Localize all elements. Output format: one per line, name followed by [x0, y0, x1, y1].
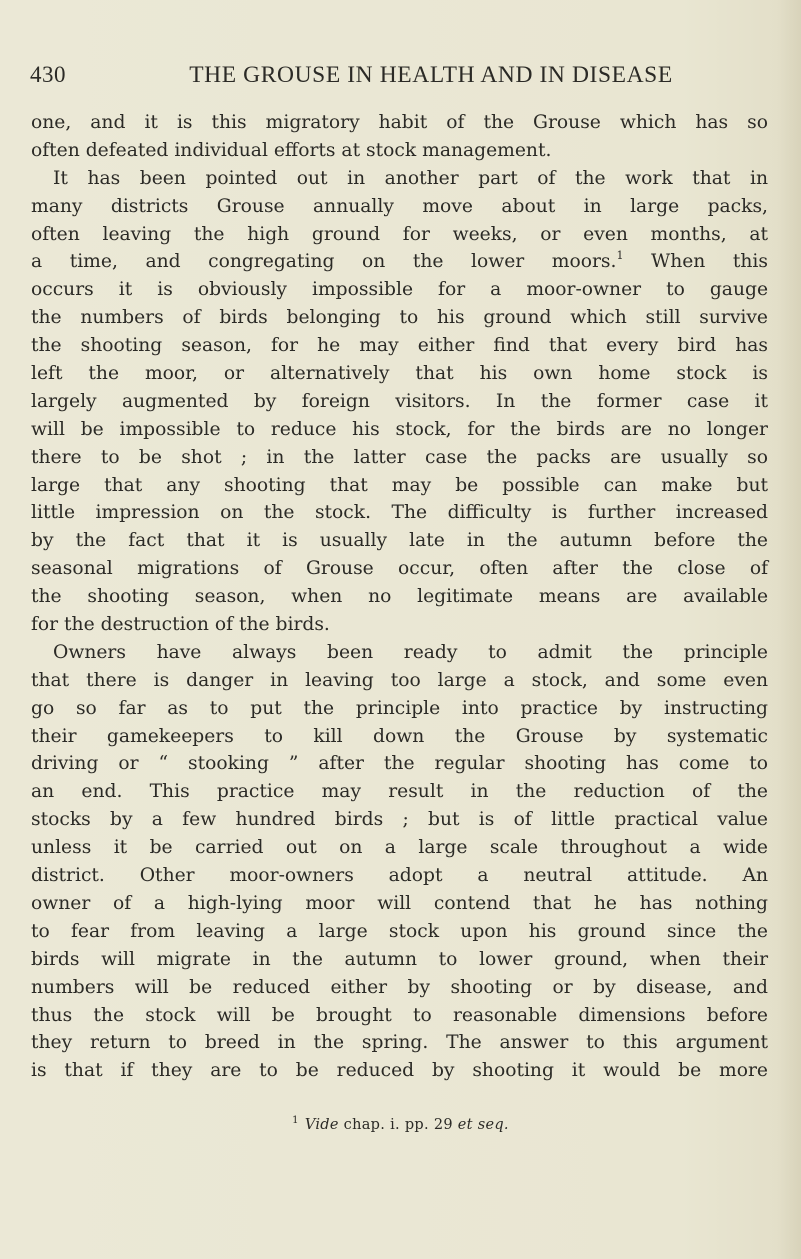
text-line: that there is danger in leaving too large a stock, and some even [31, 669, 768, 691]
text-line: thus the stock will be brought to reasonable dimensions before [31, 1004, 768, 1026]
text-line: district. Other moor-owners adopt a neutral attitude. An [31, 865, 768, 887]
text-line: one, and it is this migratory habit of the Grouse which has so [31, 112, 768, 133]
text-line: the numbers of birds belonging to his ground which still survive [31, 307, 768, 329]
text-line: Owners have always been ready to admit the principle [53, 641, 768, 663]
text-line: an end. This practice may result in the reduction of the [31, 781, 768, 803]
footnote-ref[interactable]: 1 [616, 249, 624, 263]
text-line: unless it be carried out on a large scale throughout a wide [31, 837, 768, 859]
text-line: many districts Grouse annually move about in large packs, [31, 195, 768, 217]
text-line: stocks by a few hundred birds ; but is of little practical value [31, 809, 768, 831]
text-line: large that any shooting that may be possible can make but [31, 474, 768, 496]
text-line: seasonal migrations of Grouse occur, often after the close of [31, 558, 768, 580]
text-line-with-footnote-ref [31, 248, 768, 276]
text-line: they return to breed in the spring. The answer to this argument [31, 1032, 768, 1054]
text-line: go so far as to put the principle into practice by instructing [31, 697, 768, 719]
text-line: often defeated individual efforts at stock management. [31, 139, 552, 161]
footnote-text: chap. i. pp. 29 [338, 1117, 458, 1133]
footnote-mark: 1 [292, 1115, 299, 1126]
text-line: will be impossible to reduce his stock, for the birds are no longer [31, 418, 768, 440]
text-line: It has been pointed out in another part of the work that in [53, 167, 768, 189]
text-line: for the destruction of the birds. [31, 614, 330, 636]
text-line: driving or “ stooking ” after the regular shooting has come to [31, 753, 768, 775]
text-line: occurs it is obviously impossible for a moor-owner to gauge [31, 279, 768, 301]
text-line: by the fact that it is usually late in the autumn before the [31, 530, 768, 552]
text-line: birds will migrate in the autumn to lower ground, when their [31, 948, 768, 970]
body-text [31, 109, 768, 1085]
text-line: the shooting season, when no legitimate means are available [31, 586, 768, 608]
text-line: little impression on the stock. The difficulty is further increased [31, 502, 768, 524]
text-line: often leaving the high ground for weeks, or even months, at [31, 223, 768, 245]
text-line: their gamekeepers to kill down the Grouse by systematic [31, 725, 768, 747]
text-line: left the moor, or alternatively that his own home stock is [31, 363, 768, 385]
footnote-et-seq: et seq. [457, 1117, 509, 1133]
text-line: to fear from leaving a large stock upon his ground since the [31, 920, 768, 942]
footnote [0, 1115, 801, 1133]
text-line: is that if they are to be reduced by shooting it would be more [31, 1060, 768, 1082]
footnote-vide: Vide [304, 1117, 339, 1133]
text-line: owner of a high-lying moor will contend that he has nothing [31, 892, 768, 914]
text-line: numbers will be reduced either by shooting or by disease, and [31, 976, 768, 998]
text-line: there to be shot ; in the latter case the packs are usually so [31, 446, 768, 468]
text-line: largely augmented by foreign visitors. In the former case it [31, 390, 768, 412]
running-head-title: THE GROUSE IN HEALTH AND IN DISEASE [189, 62, 673, 88]
page-header [30, 62, 800, 94]
text-line: the shooting season, for he may either find that every bird has [31, 335, 768, 357]
text-line-part: a time, and congregating on the lower moors. [31, 251, 617, 273]
text-line-part: When this [623, 251, 768, 273]
page-number: 430 [30, 62, 66, 87]
